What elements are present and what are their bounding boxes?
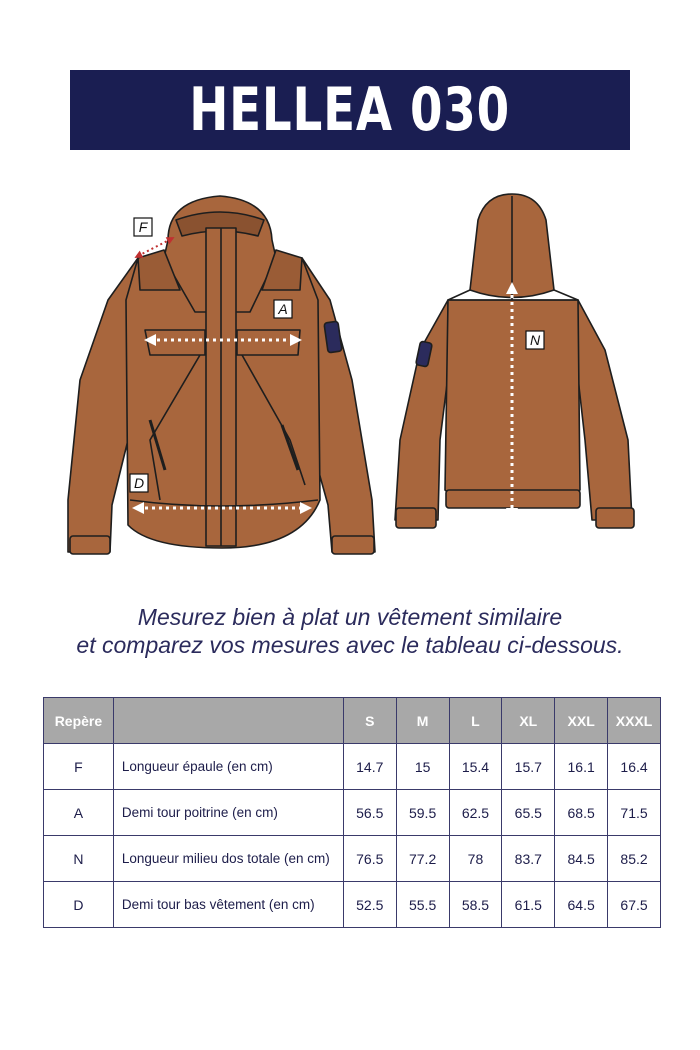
value-cell: 15.7 <box>502 744 555 790</box>
table-row <box>44 882 661 928</box>
header-size-m: M <box>396 698 449 744</box>
row-repere: N <box>44 836 114 882</box>
table-header-row <box>44 698 661 744</box>
header-size-xxl: XXL <box>555 698 608 744</box>
value-cell: 16.1 <box>555 744 608 790</box>
label-F: F <box>138 219 148 235</box>
back-jacket-drawing <box>395 194 634 528</box>
header-repere: Repère <box>44 698 114 744</box>
header-size-xl: XL <box>502 698 555 744</box>
value-cell: 77.2 <box>396 836 449 882</box>
value-cell: 76.5 <box>343 836 396 882</box>
product-title: HELLEA 030 <box>189 75 511 145</box>
value-cell: 55.5 <box>396 882 449 928</box>
value-cell: 15 <box>396 744 449 790</box>
instruction-line-2: et comparez vos mesures avec le tableau ci-dessous. <box>76 632 624 658</box>
table-row <box>44 790 661 836</box>
value-cell: 83.7 <box>502 836 555 882</box>
value-cell: 78 <box>449 836 502 882</box>
value-cell: 61.5 <box>502 882 555 928</box>
header-description <box>113 698 343 744</box>
table-row <box>44 836 661 882</box>
size-chart-table <box>43 697 661 928</box>
front-jacket-drawing <box>68 196 375 554</box>
value-cell: 15.4 <box>449 744 502 790</box>
jacket-illustrations <box>0 180 700 580</box>
header-size-xxxl: XXXL <box>608 698 661 744</box>
value-cell: 64.5 <box>555 882 608 928</box>
value-cell: 68.5 <box>555 790 608 836</box>
title-banner <box>70 70 630 150</box>
value-cell: 84.5 <box>555 836 608 882</box>
row-description: Longueur épaule (en cm) <box>113 744 343 790</box>
header-size-s: S <box>343 698 396 744</box>
label-N-box <box>526 331 544 349</box>
row-description: Demi tour poitrine (en cm) <box>113 790 343 836</box>
label-D-box <box>130 474 148 492</box>
value-cell: 52.5 <box>343 882 396 928</box>
value-cell: 65.5 <box>502 790 555 836</box>
value-cell: 71.5 <box>608 790 661 836</box>
row-repere: D <box>44 882 114 928</box>
value-cell: 62.5 <box>449 790 502 836</box>
value-cell: 14.7 <box>343 744 396 790</box>
value-cell: 58.5 <box>449 882 502 928</box>
value-cell: 59.5 <box>396 790 449 836</box>
row-repere: F <box>44 744 114 790</box>
table-row <box>44 744 661 790</box>
value-cell: 85.2 <box>608 836 661 882</box>
row-description: Longueur milieu dos totale (en cm) <box>113 836 343 882</box>
instruction-line-1: Mesurez bien à plat un vêtement similaire <box>137 604 563 630</box>
instruction-text <box>0 603 700 659</box>
label-F-box <box>134 218 152 236</box>
label-D: D <box>133 475 145 491</box>
value-cell: 67.5 <box>608 882 661 928</box>
row-repere: A <box>44 790 114 836</box>
value-cell: 16.4 <box>608 744 661 790</box>
label-A-box <box>274 300 292 318</box>
value-cell: 56.5 <box>343 790 396 836</box>
header-size-l: L <box>449 698 502 744</box>
label-A: A <box>278 301 288 317</box>
row-description: Demi tour bas vêtement (en cm) <box>113 882 343 928</box>
label-N: N <box>529 332 541 348</box>
